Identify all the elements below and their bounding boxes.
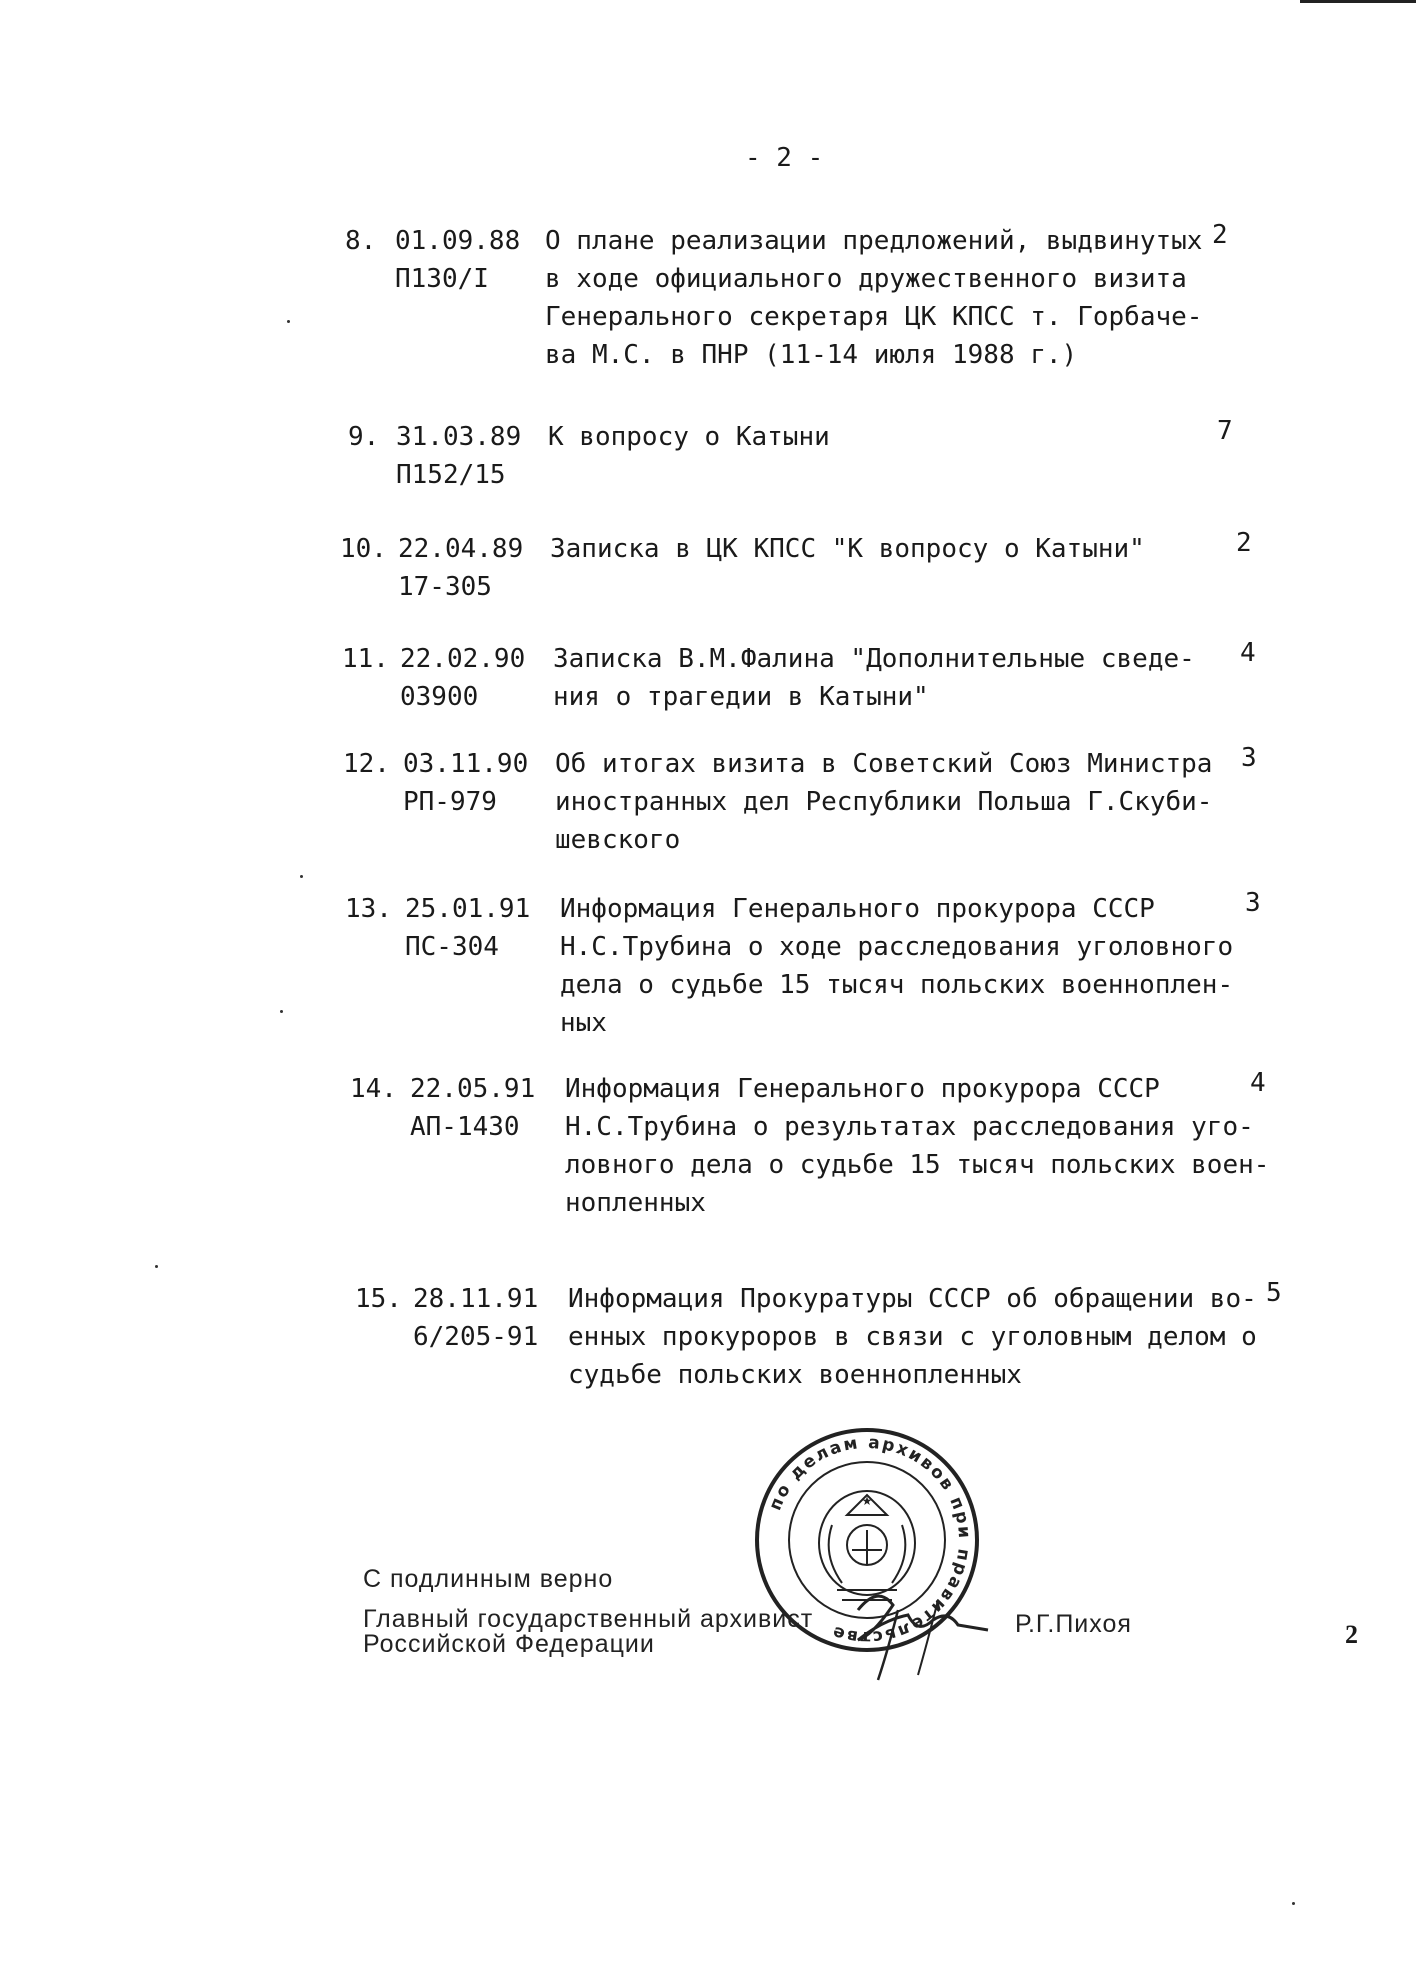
scan-speck [300,875,303,878]
item-title-line: К вопросу о Катыни [548,422,830,452]
item-reference: ПС-304 [405,932,499,962]
list-item [342,640,1416,716]
item-number: 14. [350,1074,397,1104]
item-reference: 6/205-91 [413,1322,539,1352]
item-number: 12. [343,749,390,779]
item-title-line: Записка В.М.Фалина "Дополнительные сведе- [553,644,1195,674]
list-item [340,530,1416,606]
item-number: 8. [345,226,377,256]
scan-speck [155,1265,158,1268]
item-title [550,530,1145,568]
seal-text: по делам архивов при правительстве [765,1432,975,1648]
scan-speck [1292,1902,1295,1905]
item-page-count: 3 [1245,888,1261,918]
position-title-line1: Главный государственный архивист [363,1605,814,1633]
item-page-count: 5 [1266,1278,1282,1308]
item-title-line: Генерального секретаря ЦК КПСС т. Горбаче- [545,302,1203,332]
item-date: 31.03.89 [396,422,522,452]
item-title-line: Информация Прокуратуры СССР об обращении во- [568,1284,1257,1314]
item-title-line: дела о судьбе 15 тысяч польских военноплен- [560,970,1234,1000]
top-edge-rule [1300,0,1416,3]
item-date: 22.02.90 [400,644,526,674]
item-page-count: 4 [1240,638,1256,668]
item-title-line: Об итогах визита в Советский Союз Министра [555,749,1213,779]
item-title-line: Записка в ЦК КПСС "К вопросу о Катыни" [550,534,1145,564]
item-title [553,640,1195,716]
signatory-name: Р.Г.Пихоя [1015,1610,1132,1638]
item-reference: АП-1430 [410,1112,520,1142]
item-title-line: ва М.С. в ПНР (11-14 июля 1988 г.) [545,340,1078,370]
handwritten-page-mark: 2 [1345,1620,1358,1649]
list-item [355,1280,1416,1394]
star-icon: ★ [861,1494,873,1508]
scan-speck [287,320,290,323]
item-date: 01.09.88 [395,226,521,256]
item-date: 22.04.89 [398,534,524,564]
item-date: 22.05.91 [410,1074,536,1104]
item-date: 28.11.91 [413,1284,539,1314]
list-item [350,1070,1416,1222]
signature [838,1580,998,1690]
item-date: 25.01.91 [405,894,531,924]
item-title [548,418,830,456]
item-number: 11. [342,644,389,674]
item-title [555,745,1212,859]
item-title-line: шевского [555,825,681,855]
item-title [545,222,1202,374]
list-item [345,890,1416,1042]
item-number: 13. [345,894,392,924]
item-title-line: Н.С.Трубина о ходе расследования уголовного [560,932,1234,962]
item-page-count: 3 [1241,743,1257,773]
item-title-line: Информация Генерального прокурора СССР [565,1074,1160,1104]
item-reference: 03900 [400,682,479,712]
item-page-count: 2 [1212,220,1228,250]
item-title-line: в ходе официального дружественного визита [545,264,1187,294]
list-item [345,222,1416,374]
item-title-line: ных [560,1008,607,1038]
position-title-line2: Российской Федерации [363,1630,655,1658]
item-reference: РП-979 [403,787,497,817]
item-title-line: Информация Генерального прокурора СССР [560,894,1155,924]
item-date: 03.11.90 [403,749,529,779]
item-number: 15. [355,1284,402,1314]
item-number: 10. [340,534,387,564]
item-title [568,1280,1257,1394]
list-item [348,418,1416,494]
item-number: 9. [348,422,380,452]
list-item [343,745,1416,859]
item-reference: 17-305 [398,572,492,602]
item-title-line: иностранных дел Республики Польша Г.Скуби- [555,787,1213,817]
item-title-line: ловного дела о судьбе 15 тысяч польских воен- [565,1150,1270,1180]
item-title-line: ния о трагедии в Катыни" [553,682,929,712]
item-title-line: нопленных [565,1188,706,1218]
page-number: - 2 - [745,143,824,173]
item-title [565,1070,1269,1222]
item-title-line: Н.С.Трубина о результатах расследования уго- [565,1112,1254,1142]
item-page-count: 7 [1217,416,1233,446]
item-title-line: енных прокуроров в связи с уголовным делом о [568,1322,1257,1352]
item-title-line: О плане реализации предложений, выдвинутых [545,226,1203,256]
certification-text: С подлинным верно [363,1565,614,1593]
scan-speck [280,1010,283,1013]
item-reference: П152/15 [396,460,506,490]
item-page-count: 2 [1236,528,1252,558]
item-reference: П130/I [395,264,489,294]
item-page-count: 4 [1250,1068,1266,1098]
item-title [560,890,1233,1042]
item-title-line: судьбе польских военнопленных [568,1360,1022,1390]
